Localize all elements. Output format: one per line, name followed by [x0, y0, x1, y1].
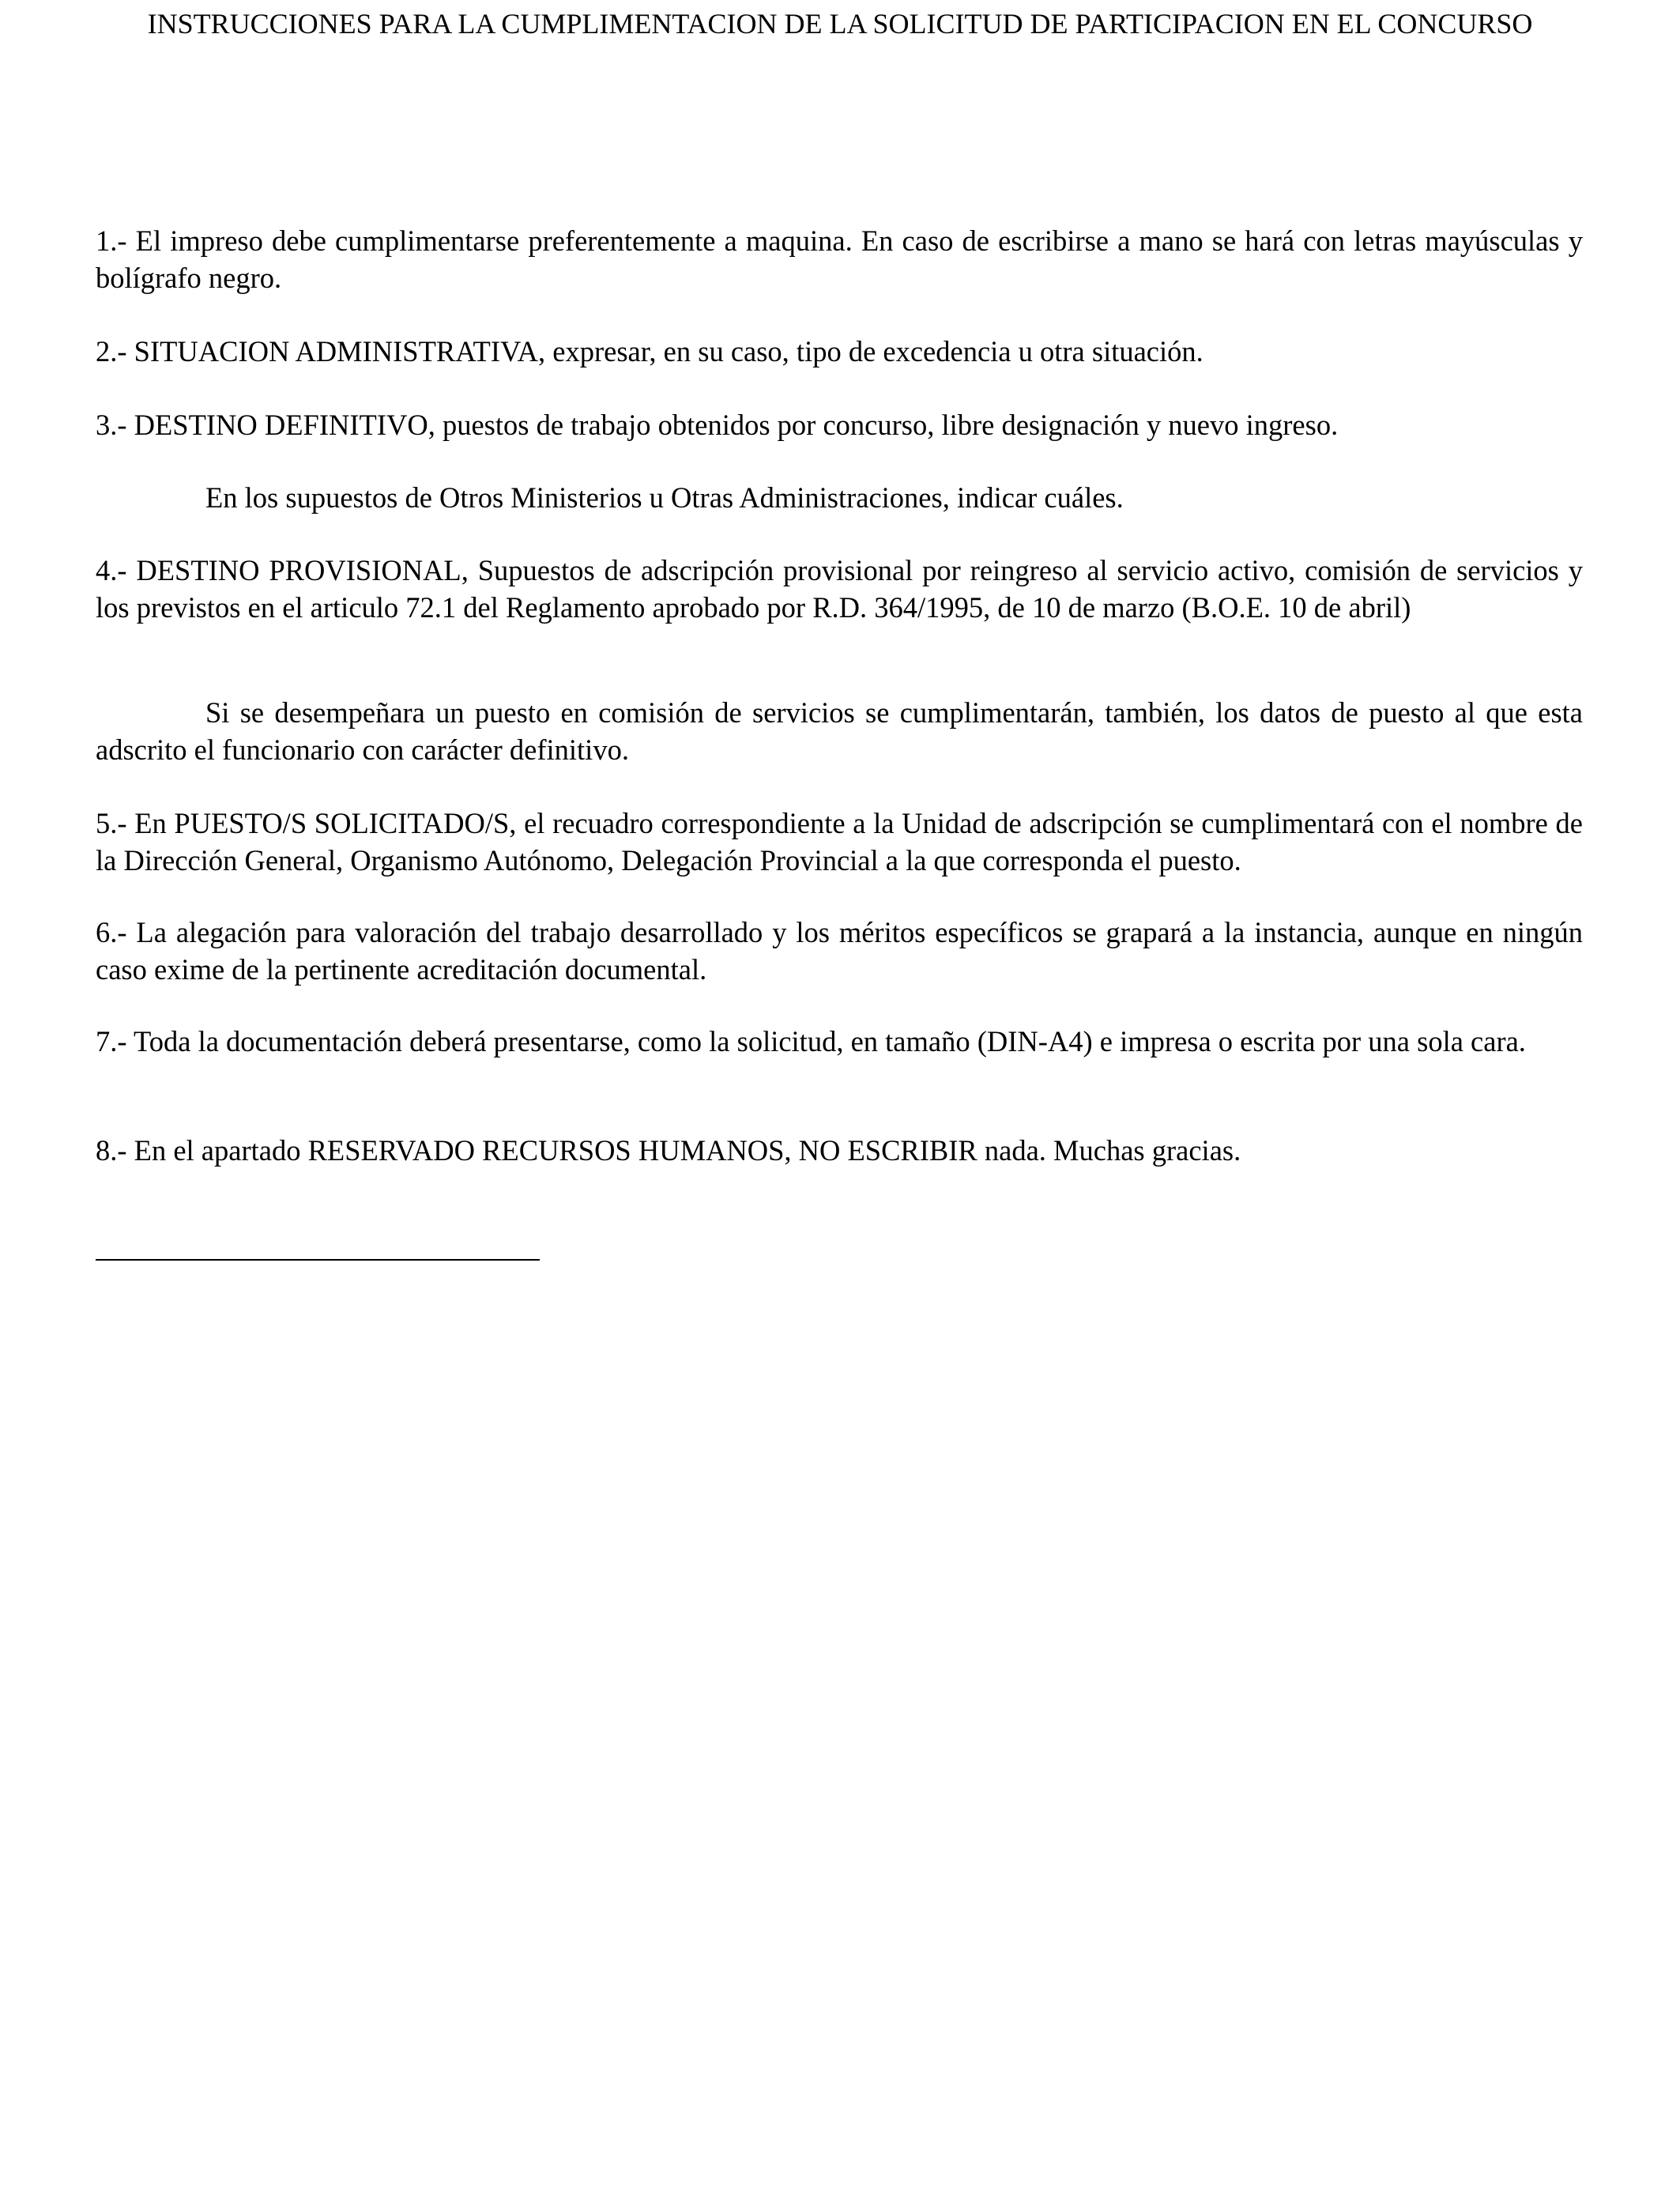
paragraph-2: 2.- SITUACION ADMINISTRATIVA, expresar, en su caso, tipo de excedencia u otra situación.: [96, 335, 1203, 368]
paragraph-6: 6.- La alegación para valoración del trabajo desarrollado y los méritos específicos se grapará a la instancia, aunque en ningún caso exime de la pertinente acreditación documental.: [96, 916, 1583, 986]
document-title: INSTRUCCIONES PARA LA CUMPLIMENTACION DE LA SOLICITUD DE PARTICIPACION EN EL CONCURSO: [147, 8, 1533, 40]
paragraph-4: 4.- DESTINO PROVISIONAL, Supuestos de adscripción provisional por reingreso al servicio activo, comisión de servicios y los previstos en el articulo 72.1 del Reglamento aprobado por R.D. 364/1995, de 10 de marzo (B.O.E. 10 de abril): [96, 554, 1583, 624]
paragraph-1: 1.- El impreso debe cumplimentarse preferentemente a maquina. En caso de escribirse a mano se hará con letras mayúsculas y bolígrafo negro.: [96, 224, 1583, 294]
paragraph-7: 7.- Toda la documentación deberá presentarse, como la solicitud, en tamaño (DIN-A4) e impresa o escrita por una sola cara.: [96, 1025, 1526, 1057]
footnote-divider: [96, 1259, 540, 1261]
paragraph-4-note: Si se desempeñara un puesto en comisión de servicios se cumplimentarán, también, los datos de puesto al que esta adscrito el funcionario con carácter definitivo.: [96, 696, 1583, 766]
paragraph-5: 5.- En PUESTO/S SOLICITADO/S, el recuadro correspondiente a la Unidad de adscripción se cumplimentará con el nombre de la Dirección General, Organismo Autónomo, Delegación Provincial a la que corresponda el puesto.: [96, 807, 1583, 876]
paragraph-8: 8.- En el apartado RESERVADO RECURSOS HUMANOS, NO ESCRIBIR nada. Muchas gracias.: [96, 1134, 1241, 1167]
paragraph-3: 3.- DESTINO DEFINITIVO, puestos de trabajo obtenidos por concurso, libre designación y nuevo ingreso.: [96, 409, 1339, 441]
paragraph-3-note: En los supuestos de Otros Ministerios u Otras Administraciones, indicar cuáles.: [205, 481, 1124, 514]
